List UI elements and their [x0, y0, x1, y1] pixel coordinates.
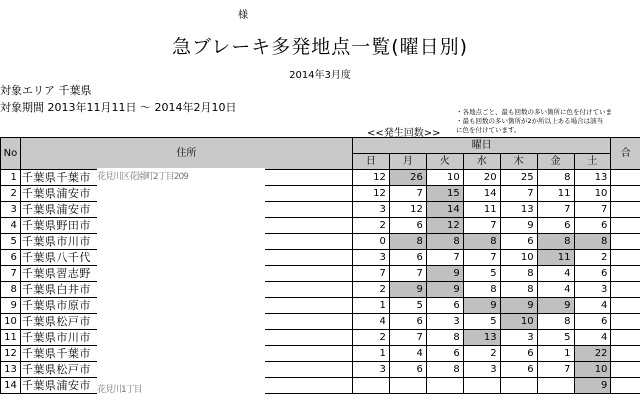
count-cell: 6: [389, 362, 426, 378]
count-cell: 4: [574, 330, 611, 346]
row-address: 千葉県松戸市: [20, 314, 352, 330]
row-no: 2: [1, 186, 21, 202]
row-address: 千葉県八千代: [20, 250, 352, 266]
count-cell: 13: [463, 330, 500, 346]
count-cell: 12: [352, 186, 389, 202]
row-no: 3: [1, 202, 21, 218]
header-weekday: 金: [537, 154, 574, 170]
count-cell: 8: [500, 282, 537, 298]
row-no: 8: [1, 282, 21, 298]
count-cell: 9: [389, 282, 426, 298]
row-no: 6: [1, 250, 21, 266]
count-cell: 5: [463, 266, 500, 282]
count-cell: 20: [463, 170, 500, 186]
header-weekday: 火: [426, 154, 463, 170]
table-header: [1, 138, 640, 170]
report-month: 2014年3月度: [289, 70, 351, 81]
count-cell: 2: [463, 346, 500, 362]
total-cell: [611, 314, 640, 330]
notes: [456, 108, 612, 135]
count-cell: 1: [352, 298, 389, 314]
total-cell: [611, 362, 640, 378]
count-cell: 11: [463, 202, 500, 218]
count-cell: 10: [500, 314, 537, 330]
row-address: 千葉県白井市: [20, 282, 352, 298]
count-cell: 7: [537, 202, 574, 218]
row-address: 千葉県浦安市: [20, 186, 352, 202]
total-cell: [611, 234, 640, 250]
count-cell: 8: [537, 314, 574, 330]
count-cell: 3: [500, 330, 537, 346]
count-cell: 12: [426, 218, 463, 234]
header-total: 合: [611, 138, 640, 170]
header-weekday: 木: [500, 154, 537, 170]
count-cell: 4: [537, 266, 574, 282]
note-line: ・各地点ごと、最も回数の多い箇所に色を付けていま: [456, 108, 612, 116]
count-cell: 11: [537, 186, 574, 202]
count-cell: 7: [537, 362, 574, 378]
count-cell: 2: [574, 250, 611, 266]
row-no: 11: [1, 330, 21, 346]
header-weekday: 土: [574, 154, 611, 170]
count-cell: 7: [463, 218, 500, 234]
count-cell: 4: [574, 298, 611, 314]
row-no: 5: [1, 234, 21, 250]
count-cell: 6: [389, 250, 426, 266]
count-cell: 6: [426, 346, 463, 362]
count-cell: 0: [352, 234, 389, 250]
total-cell: [611, 218, 640, 234]
count-cell: 12: [389, 202, 426, 218]
total-cell: [611, 282, 640, 298]
count-cell: [500, 378, 537, 394]
count-cell: 5: [389, 298, 426, 314]
total-cell: [611, 170, 640, 186]
note-line: に色を付けています。: [456, 126, 521, 134]
count-cell: 5: [463, 314, 500, 330]
count-cell: 9: [426, 266, 463, 282]
count-cell: 6: [574, 266, 611, 282]
row-no: 13: [1, 362, 21, 378]
count-cell: 10: [500, 250, 537, 266]
count-cell: 6: [426, 298, 463, 314]
count-cell: 9: [426, 282, 463, 298]
row-address: 千葉県千葉市: [20, 170, 352, 186]
count-cell: 6: [537, 218, 574, 234]
count-cell: 10: [426, 170, 463, 186]
count-cell: [463, 378, 500, 394]
row-address: 千葉県市原市: [20, 298, 352, 314]
count-cell: 1: [537, 346, 574, 362]
count-cell: 26: [389, 170, 426, 186]
unit-label: <<発生回数>>: [367, 128, 441, 139]
count-cell: 8: [537, 170, 574, 186]
row-no: 1: [1, 170, 21, 186]
count-cell: 6: [500, 362, 537, 378]
count-cell: 8: [500, 266, 537, 282]
total-cell: [611, 378, 640, 394]
recipient-suffix: 様: [238, 10, 248, 21]
count-cell: 13: [574, 170, 611, 186]
count-cell: 14: [463, 186, 500, 202]
row-no: 12: [1, 346, 21, 362]
count-cell: 25: [500, 170, 537, 186]
count-cell: 9: [463, 298, 500, 314]
header-weekday-group: 曜日: [352, 138, 610, 154]
count-cell: 15: [426, 186, 463, 202]
count-cell: 3: [463, 362, 500, 378]
total-cell: [611, 346, 640, 362]
row-address: 千葉県習志野: [20, 266, 352, 282]
header-weekday: 日: [352, 154, 389, 170]
redaction-mask: [97, 168, 265, 400]
count-cell: 2: [352, 330, 389, 346]
count-cell: 10: [574, 186, 611, 202]
row-address: 千葉県野田市: [20, 218, 352, 234]
count-cell: 9: [500, 218, 537, 234]
count-cell: 2: [352, 282, 389, 298]
row-no: 14: [1, 378, 21, 394]
count-cell: 3: [352, 250, 389, 266]
row-address: 千葉県浦安市: [20, 202, 352, 218]
count-cell: [426, 378, 463, 394]
row-address: 千葉県浦安市: [20, 378, 352, 394]
row-address: 千葉県松戸市: [20, 362, 352, 378]
count-cell: 6: [574, 314, 611, 330]
header-weekday: 水: [463, 154, 500, 170]
target-period: 対象期間 2013年11月11日 ～ 2014年2月10日: [0, 101, 237, 114]
header-no: No: [1, 138, 21, 170]
row-no: 7: [1, 266, 21, 282]
count-cell: 9: [574, 378, 611, 394]
page-title: 急ブレーキ多発地点一覧(曜日別): [171, 36, 469, 58]
count-cell: 3: [352, 202, 389, 218]
count-cell: 4: [352, 314, 389, 330]
count-cell: 7: [389, 266, 426, 282]
count-cell: 1: [352, 346, 389, 362]
count-cell: 7: [389, 186, 426, 202]
header-address: 住所: [20, 138, 352, 170]
total-cell: [611, 186, 640, 202]
target-area: 対象エリア 千葉県: [0, 84, 92, 97]
row-no: 10: [1, 314, 21, 330]
count-cell: 6: [500, 346, 537, 362]
count-cell: 4: [537, 282, 574, 298]
count-cell: 9: [500, 298, 537, 314]
count-cell: 7: [389, 330, 426, 346]
total-cell: [611, 266, 640, 282]
count-cell: 6: [574, 218, 611, 234]
row-no: 4: [1, 218, 21, 234]
header-weekday: 月: [389, 154, 426, 170]
row-no: 9: [1, 298, 21, 314]
count-cell: 7: [500, 186, 537, 202]
count-cell: 12: [352, 170, 389, 186]
total-cell: [611, 250, 640, 266]
count-cell: 8: [463, 234, 500, 250]
count-cell: 6: [389, 218, 426, 234]
count-cell: 8: [574, 234, 611, 250]
row-address: 千葉県千葉市: [20, 346, 352, 362]
count-cell: 7: [352, 266, 389, 282]
count-cell: 7: [574, 202, 611, 218]
count-cell: 8: [426, 330, 463, 346]
count-cell: 13: [500, 202, 537, 218]
count-cell: 22: [574, 346, 611, 362]
note-line: ・最も回数の多い箇所が2か所以上ある場合は該当: [456, 117, 604, 125]
count-cell: 3: [352, 362, 389, 378]
count-cell: 14: [426, 202, 463, 218]
count-cell: 3: [574, 282, 611, 298]
count-cell: 8: [426, 362, 463, 378]
count-cell: 7: [463, 250, 500, 266]
total-cell: [611, 202, 640, 218]
count-cell: 5: [537, 330, 574, 346]
partial-address: 花見川区花園町2丁目209: [97, 172, 188, 182]
count-cell: 4: [389, 346, 426, 362]
hotspot-table: [0, 137, 640, 394]
row-address: 千葉県市川市: [20, 234, 352, 250]
count-cell: 6: [500, 234, 537, 250]
count-cell: 8: [463, 282, 500, 298]
count-cell: 11: [537, 250, 574, 266]
count-cell: 9: [537, 298, 574, 314]
count-cell: 8: [389, 234, 426, 250]
partial-address: 花見川1丁目: [97, 385, 142, 395]
count-cell: 6: [389, 314, 426, 330]
count-cell: 10: [574, 362, 611, 378]
count-cell: [389, 378, 426, 394]
count-cell: 7: [426, 250, 463, 266]
total-cell: [611, 330, 640, 346]
count-cell: 8: [426, 234, 463, 250]
row-address: 千葉県市川市: [20, 330, 352, 346]
count-cell: [352, 378, 389, 394]
count-cell: 3: [426, 314, 463, 330]
count-cell: [537, 378, 574, 394]
count-cell: 8: [537, 234, 574, 250]
total-cell: [611, 298, 640, 314]
count-cell: 2: [352, 218, 389, 234]
